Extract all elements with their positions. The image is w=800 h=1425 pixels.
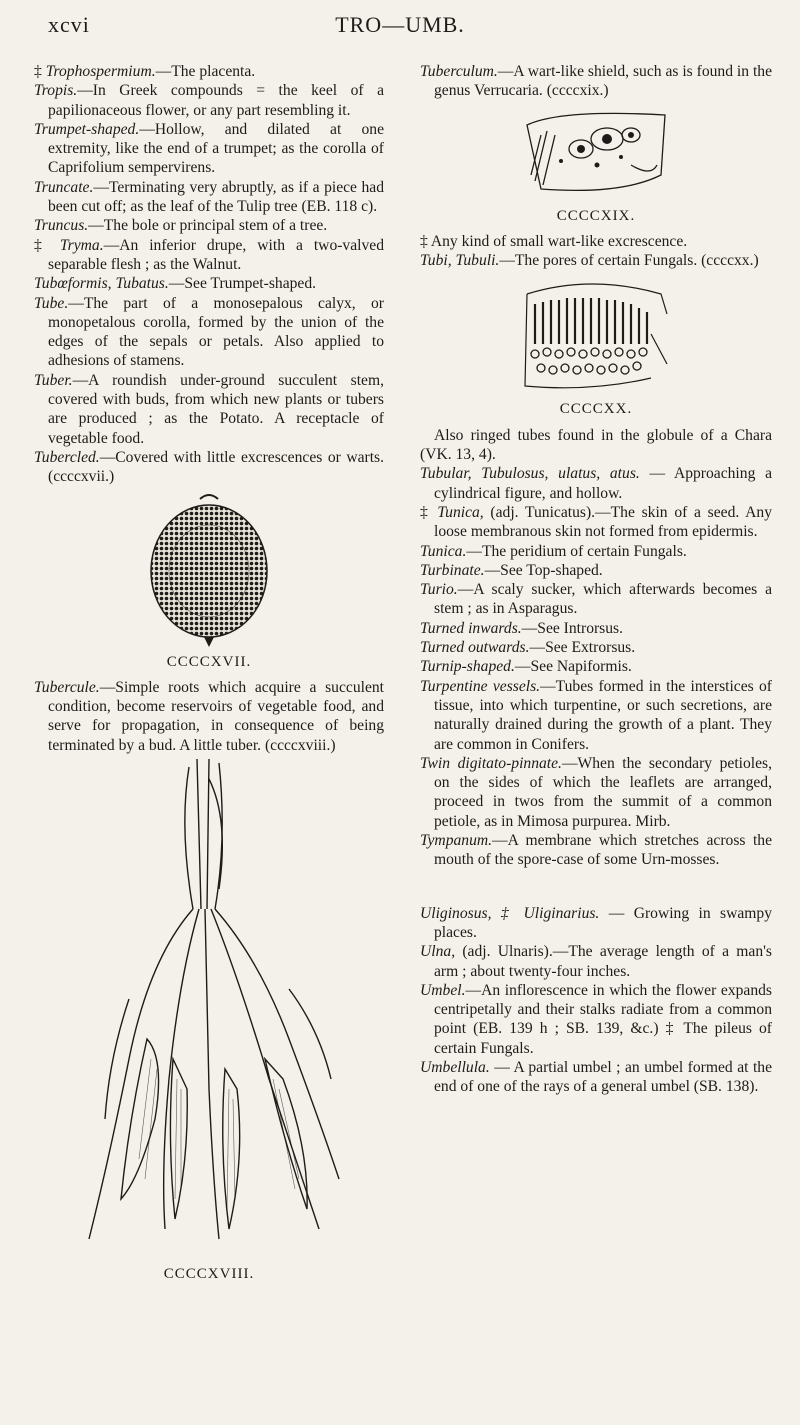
entry-term: Trophospermium.: [45, 63, 156, 80]
figure-tuberculum-shield: [420, 105, 772, 201]
entry-mark: ‡: [420, 503, 438, 521]
entry-term: Tunica,: [437, 503, 484, 521]
figure-caption-ccccxvii: CCCCXVII.: [166, 653, 252, 670]
entry-definition: —Terminating very abruptly, as if a piece had been cut off; as the leaf of the Tulip tree (EB. 118 c).: [48, 178, 384, 216]
entry-term: Turned inwards.: [420, 619, 522, 637]
entry-definition: —A membrane which stretches across the mouth of the spore-case of some Urn-mosses.: [434, 832, 772, 869]
section-gap: [420, 870, 772, 904]
right-entries: [420, 62, 772, 101]
entry-definition: —See Introrsus.: [521, 619, 624, 637]
entry-definition: —See Extrorsus.: [529, 639, 636, 657]
entry-definition: —Hollow, and dilated at one extremity, like the end of a trumpet; as the corolla of Caprifolium sempervirens.: [48, 120, 384, 177]
entry-term: Tubœformis, Tubatus.: [34, 275, 169, 293]
entry-definition: —See Napiformis.: [514, 658, 632, 676]
entry-definition: —The bole or principal stem of a tree.: [88, 217, 328, 235]
figure-caption-ccccxx: CCCCXX.: [559, 401, 633, 418]
page-number: xcvi: [48, 12, 90, 37]
entry-term: Tubercule.: [34, 678, 100, 696]
entry-definition: —A roundish under-ground succulent stem, covered with buds, from which new plants or tubers are produced ; as the Potato. A receptacle of vegetable food.: [48, 371, 384, 447]
dictionary-entry: [34, 274, 384, 293]
entry-term: Trumpet-shaped.: [34, 120, 140, 138]
tuberculum-shield-icon: [521, 105, 671, 201]
entry-term: Truncus.: [34, 217, 89, 235]
dictionary-entry: [420, 1058, 772, 1097]
entry-term: Turpentine vessels.: [420, 677, 541, 695]
dictionary-entry: [420, 580, 772, 619]
dictionary-entry: [420, 657, 772, 676]
dictionary-entry: [420, 638, 772, 657]
dictionary-entry: [420, 62, 772, 101]
dictionary-entry: [420, 904, 772, 943]
figure-caption-ccccxix: CCCCXIX.: [556, 207, 636, 224]
entry-term: Turio.: [420, 581, 458, 599]
entry-mark: ‡: [34, 236, 60, 254]
entry-definition: —The placenta.: [155, 63, 256, 80]
entry-term: Turned outwards.: [420, 639, 530, 657]
tubuli-pores-icon: [521, 274, 671, 394]
running-head: TRO—UMB.: [335, 12, 465, 37]
right-entries-3: [420, 464, 772, 869]
dictionary-entry: [420, 503, 772, 542]
entry-definition: — Approaching a cylindrical figure, and hollow.: [434, 465, 772, 502]
entry-term: Turnip-shaped.: [420, 658, 515, 676]
entry-term: Tunica.: [420, 542, 467, 560]
entry-term: Umbel.: [420, 981, 466, 999]
entry-definition: —See Top-shaped.: [484, 561, 603, 579]
tubercled-body-icon: [134, 491, 284, 647]
entry-term: Tuber.: [34, 371, 73, 389]
dictionary-entry: [34, 371, 384, 448]
left-column: [34, 62, 384, 1290]
dictionary-entry: [420, 561, 772, 580]
figure-tubuli-pores: [420, 274, 772, 394]
dictionary-entry: [34, 236, 384, 275]
entry-definition: —A scaly sucker, which afterwards becomes a stem ; as in Asparagus.: [434, 581, 772, 618]
entry-term: Ulna,: [420, 943, 456, 961]
entry-definition: —In Greek compounds = the keel of a papilionaceous flower, or any part resembling it.: [48, 82, 384, 119]
entry-term: Tube.: [34, 294, 69, 312]
entry-definition: —A wart-like shield, such as is found in the genus Verrucaria. (ccccxix.): [434, 63, 772, 100]
tubercule-roots-icon: [69, 759, 349, 1259]
figure-tubercule-roots: [34, 759, 384, 1259]
entry-definition: —The part of a monosepalous calyx, or monopetalous corolla, formed by the union of the edges of the sepals or petals. Also applied to adhesions of stamens.: [48, 294, 384, 370]
entry-term: Tubular, Tubulosus, ulatus, atus.: [420, 465, 640, 483]
dictionary-entry: [34, 294, 384, 371]
entry-term: Uliginosus, ‡ Uliginarius.: [420, 904, 600, 922]
left-entries-2: [34, 678, 384, 755]
dictionary-entry: [34, 678, 384, 755]
entry-term: Twin digitato-pinnate.: [420, 754, 562, 772]
right-entries-2: [420, 232, 772, 271]
figure-caption-ccccxviii: CCCCXVIII.: [163, 1266, 255, 1283]
entry-definition: — A partial umbel ; an umbel formed at the end of one of the rays of a general umbel (SB. 138).: [434, 1058, 772, 1096]
dictionary-entry: [34, 178, 384, 217]
chara-paragraph: Also ringed tubes found in the globule of a Chara (VK. 13, 4).: [420, 426, 772, 464]
entry-definition: —The pores of certain Fungals. (ccccxx.): [499, 252, 759, 270]
dictionary-entry: [34, 448, 384, 487]
dictionary-entry: [420, 542, 772, 561]
dictionary-entry: [420, 942, 772, 981]
right-column: [420, 62, 772, 1097]
dictionary-entry: [420, 464, 772, 503]
entry-term: Tympanum.: [420, 832, 493, 850]
entry-definition: — Growing in swampy places.: [434, 904, 773, 941]
entry-definition: (adj. Ulnaris).—The average length of a man's arm ; about twenty-four inches.: [434, 943, 772, 980]
entry-definition: Any kind of small wart-like excrescence.: [430, 232, 688, 250]
dictionary-entry: [420, 831, 772, 870]
entry-term: Tubercled.: [34, 448, 100, 466]
entry-definition: —When the secondary petioles, on the sides of which the leaflets are arranged, proceed in twos from the summit of a common petiole, as in Mimosa purpurea. Mirb.: [434, 754, 773, 830]
entry-definition: —Covered with little excrescences or warts. (ccccxvii.): [48, 448, 384, 486]
dictionary-entry: [420, 232, 772, 251]
right-entries-4: [420, 904, 772, 1097]
dictionary-entry: [34, 81, 384, 120]
dictionary-entry: [34, 216, 384, 235]
left-entries: [34, 62, 384, 487]
dictionary-entry: [420, 677, 772, 754]
entry-term: Umbellula.: [420, 1058, 490, 1076]
entry-definition: —Tubes formed in the interstices of tissue, into which turpentine, or such secretions, are naturally drained during the growth of a plant. They are common in Conifers.: [434, 677, 772, 753]
entry-definition: —An inferior drupe, with a two-valved separable flesh ; as the Walnut.: [48, 236, 384, 273]
entry-term: Tropis.: [34, 82, 78, 100]
dictionary-entry: [34, 120, 384, 178]
entry-term: Tubi, Tubuli.: [420, 252, 500, 270]
figure-tubercled-illustration: [34, 491, 384, 647]
entry-term: Truncate.: [34, 178, 94, 196]
entry-definition: (adj. Tunicatus).—The skin of a seed. Any loose membranous skin not formed from epidermis.: [434, 503, 772, 541]
entry-definition: —An inflorescence in which the flower expands centripetally and their stalks radiate from a common point (EB. 139 h ; SB. 139, &c.) ‡ The pileus of certain Fungals.: [434, 981, 772, 1057]
dictionary-entry: [34, 62, 384, 81]
entry-mark: ‡: [420, 232, 431, 250]
entry-term: Tryma.: [59, 236, 104, 254]
entry-mark: ‡: [34, 63, 46, 80]
entry-definition: —The peridium of certain Fungals.: [466, 542, 687, 560]
dictionary-entry: [420, 981, 772, 1058]
entry-term: Turbinate.: [420, 561, 485, 579]
entry-term: Tuberculum.: [420, 63, 498, 80]
dictionary-entry: [420, 251, 772, 270]
entry-definition: —See Trumpet-shaped.: [168, 275, 317, 293]
entry-definition: —Simple roots which acquire a succulent condition, become reservoirs of vegetable food, and serve for propagation, in consequence of being terminated by a bud. A little tuber. (ccccxviii.): [48, 678, 384, 754]
dictionary-entry: [420, 754, 772, 831]
dictionary-entry: [420, 619, 772, 638]
